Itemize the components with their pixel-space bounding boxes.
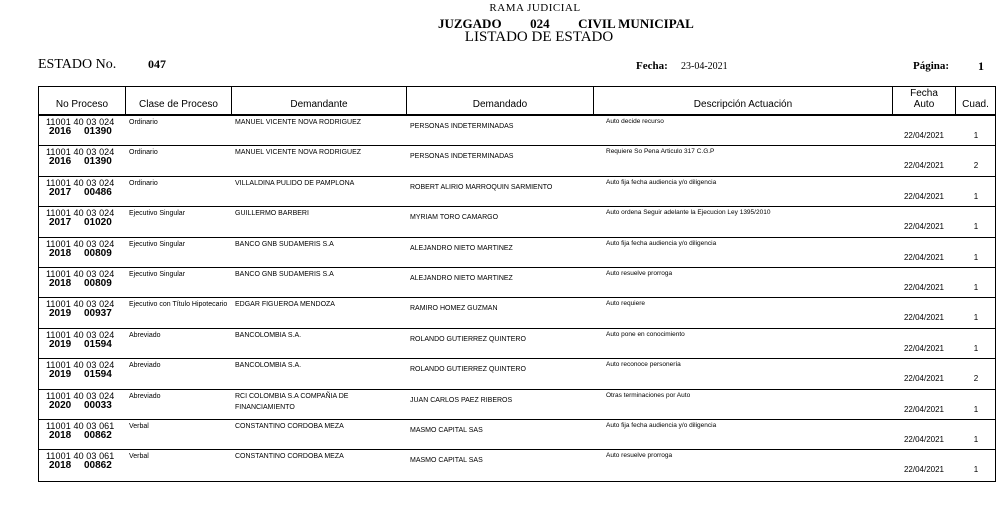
radicado-year: 2016	[49, 126, 72, 137]
cuaderno: 1	[973, 313, 979, 323]
radicado-year: 2019	[49, 338, 72, 350]
radicado: 11001 40 03 024	[46, 208, 115, 219]
descripcion-actuacion: Auto resuelve prorroga	[606, 452, 673, 460]
rama-judicial-heading: RAMA JUDICIAL	[489, 2, 581, 14]
demandado: ROBERT ALIRIO MARROQUIN SARMIENTO	[410, 183, 553, 191]
radicado-year: 2020	[49, 399, 72, 411]
radicado-year: 2018	[49, 278, 72, 289]
clase-proceso: Abreviado	[129, 362, 161, 370]
demandado: ALEJANDRO NIETO MARTINEZ	[410, 275, 513, 282]
table-header	[39, 87, 995, 116]
clase-proceso: Ejecutivo con Título Hipotecario	[129, 301, 228, 309]
radicado: 11001 40 03 024	[46, 117, 115, 127]
radicado: 11001 40 03 061	[46, 421, 115, 431]
radicado-number: 01020	[84, 217, 112, 229]
descripcion-actuacion: Auto fija fecha audiencia y/o diligencia	[606, 422, 717, 429]
radicado-year: 2018	[49, 460, 72, 472]
clase-proceso: Ordinario	[129, 119, 158, 126]
demandado: ROLANDO GUTIERREZ QUINTERO	[410, 366, 526, 374]
demandado: MASMO CAPITAL SAS	[410, 427, 483, 434]
col-fecha-auto: Fecha Auto	[893, 87, 956, 114]
descripcion-actuacion: Auto pone en conocimiento	[606, 330, 685, 338]
radicado-year: 2018	[49, 430, 72, 441]
radicado: 11001 40 03 024	[46, 269, 115, 279]
fecha-auto: 22/04/2021	[903, 404, 945, 414]
col-cuad: Cuad.	[962, 99, 989, 110]
col-descripcion: Descripción Actuación	[594, 87, 893, 114]
table-row	[39, 177, 995, 207]
juzgado-type: CIVIL MUNICIPAL	[578, 16, 694, 31]
juzgado-label: JUZGADO	[438, 16, 502, 31]
demandante: MANUEL VICENTE NOVA RODRIGUEZ	[235, 119, 362, 126]
table-row	[39, 146, 995, 176]
demandante: BANCOLOMBIA S.A.	[235, 362, 302, 370]
radicado-year: 2016	[49, 156, 72, 168]
clase-proceso: Ejecutivo Singular	[129, 240, 186, 248]
demandante: CONSTANTINO CORDOBA MEZA	[235, 423, 344, 430]
radicado-number: 00937	[84, 308, 112, 320]
radicado-number: 00862	[84, 460, 112, 472]
radicado-year: 2019	[49, 308, 72, 320]
fecha-value: 23-04-2021	[681, 61, 728, 72]
demandado: ROLANDO GUTIERREZ QUINTERO	[410, 335, 526, 343]
radicado-year: 2019	[49, 369, 72, 381]
demandante: VILLALDINA PULIDO DE PAMPLONA	[235, 179, 355, 187]
table-row	[39, 420, 995, 450]
cuaderno: 1	[973, 222, 979, 232]
demandante: RCI COLOMBIA S.A COMPAÑIA DE FINANCIAMIENTO	[235, 392, 349, 411]
demandante: EDGAR FIGUEROA MENDOZA	[235, 301, 335, 309]
fecha-auto: 22/04/2021	[903, 191, 945, 201]
radicado-number: 00486	[84, 186, 112, 198]
table-row	[39, 329, 995, 359]
cuaderno: 1	[973, 343, 979, 353]
demandado: MYRIAM TORO CAMARGO	[410, 214, 499, 222]
radicado: 11001 40 03 024	[46, 299, 115, 310]
col-demandado: Demandado	[407, 87, 594, 114]
fecha-auto: 22/04/2021	[903, 435, 945, 444]
fecha-auto: 22/04/2021	[903, 313, 945, 323]
cuaderno: 2	[973, 161, 979, 171]
table-row	[39, 390, 995, 420]
demandado: ALEJANDRO NIETO MARTINEZ	[410, 244, 513, 252]
fecha-auto: 22/04/2021	[903, 374, 945, 384]
radicado-number: 01594	[84, 369, 112, 381]
estado-table	[38, 86, 996, 482]
demandado: JUAN CARLOS PAEZ RIBEROS	[410, 396, 513, 404]
radicado: 11001 40 03 024	[46, 329, 115, 340]
cuaderno: 1	[973, 435, 979, 444]
descripcion-actuacion: Auto resuelve prorroga	[606, 270, 673, 277]
fecha-auto: 22/04/2021	[903, 131, 945, 140]
descripcion-actuacion: Auto requiere	[606, 300, 646, 308]
cuaderno: 1	[973, 252, 979, 262]
radicado-year: 2017	[49, 217, 72, 229]
descripcion-actuacion: Otras terminaciones por Auto	[606, 391, 691, 399]
cuaderno: 1	[973, 283, 979, 292]
demandado: PERSONAS INDETERMINADAS	[410, 153, 514, 161]
fecha-auto: 22/04/2021	[903, 343, 945, 353]
cuaderno: 2	[973, 374, 979, 384]
col-demandante: Demandante	[232, 87, 407, 114]
demandado: MASMO CAPITAL SAS	[410, 457, 483, 465]
estado-number: 047	[148, 57, 166, 71]
cuaderno: 1	[973, 131, 979, 140]
clase-proceso: Verbal	[129, 453, 149, 461]
demandante: GUILLERMO BARBERI	[235, 210, 309, 218]
radicado-number: 00033	[84, 399, 112, 411]
descripcion-actuacion: Requiere So Pena Articulo 317 C.G.P	[606, 148, 715, 156]
demandado: PERSONAS INDETERMINADAS	[410, 123, 514, 130]
clase-proceso: Abreviado	[129, 331, 161, 339]
fecha-auto: 22/04/2021	[903, 222, 945, 232]
clase-proceso: Verbal	[129, 423, 149, 430]
listado-title: LISTADO DE ESTADO	[464, 29, 614, 45]
fecha-auto: 22/04/2021	[903, 465, 945, 475]
radicado: 11001 40 03 024	[46, 177, 115, 188]
pagina-value: 1	[978, 59, 984, 73]
descripcion-actuacion: Auto decide recurso	[606, 118, 664, 125]
pagina-label: Página:	[913, 60, 950, 72]
demandante: CONSTANTINO CORDOBA MEZA	[235, 453, 344, 461]
descripcion-actuacion: Auto ordena Seguir adelante la Ejecucion Ley 1395/2010	[606, 209, 771, 217]
table-row	[39, 268, 995, 298]
radicado-number: 01390	[84, 126, 112, 137]
table-row	[39, 359, 995, 389]
clase-proceso: Abreviado	[129, 392, 161, 400]
col-no-proceso: No Proceso	[39, 87, 126, 114]
clase-proceso: Ejecutivo Singular	[129, 271, 186, 278]
radicado: 11001 40 03 024	[46, 360, 115, 371]
fecha-label: Fecha:	[636, 60, 668, 72]
demandante: BANCOLOMBIA S.A.	[235, 331, 302, 339]
cuaderno: 1	[973, 191, 979, 201]
table-row	[39, 238, 995, 268]
radicado-year: 2018	[49, 247, 72, 259]
table-row	[39, 298, 995, 328]
descripcion-actuacion: Auto fija fecha audiencia y/o diligencia	[606, 239, 717, 247]
fecha-auto: 22/04/2021	[903, 161, 945, 171]
clase-proceso: Ordinario	[129, 179, 158, 187]
demandante: BANCO GNB SUDAMERIS S.A	[235, 271, 334, 278]
fecha-auto: 22/04/2021	[903, 252, 945, 262]
table-row	[39, 450, 995, 480]
table-row	[39, 116, 995, 146]
radicado: 11001 40 03 024	[46, 238, 115, 249]
radicado: 11001 40 03 024	[46, 147, 115, 158]
descripcion-actuacion: Auto reconoce personería	[606, 361, 681, 369]
demandado: RAMIRO HOMEZ GUZMAN	[410, 305, 498, 313]
col-clase-proceso: Clase de Proceso	[126, 87, 232, 114]
clase-proceso: Ordinario	[129, 149, 158, 157]
demandante: MANUEL VICENTE NOVA RODRIGUEZ	[235, 149, 362, 157]
table-row	[39, 207, 995, 237]
radicado: 11001 40 03 061	[46, 451, 115, 462]
estado-label: ESTADO No.	[38, 57, 117, 72]
fecha-auto: 22/04/2021	[903, 283, 945, 292]
demandante: BANCO GNB SUDAMERIS S.A	[235, 240, 334, 248]
cuaderno: 1	[973, 465, 979, 475]
radicado: 11001 40 03 024	[46, 390, 115, 401]
descripcion-actuacion: Auto fija fecha audiencia y/o diligencia	[606, 178, 717, 186]
clase-proceso: Ejecutivo Singular	[129, 210, 186, 218]
radicado-year: 2017	[49, 186, 72, 198]
juzgado-number: 024	[530, 16, 550, 31]
cuaderno: 1	[973, 404, 979, 414]
radicado-number: 00809	[84, 278, 112, 289]
radicado-number: 00862	[84, 430, 112, 441]
radicado-number: 00809	[84, 247, 112, 259]
radicado-number: 01390	[84, 156, 112, 168]
radicado-number: 01594	[84, 338, 112, 350]
